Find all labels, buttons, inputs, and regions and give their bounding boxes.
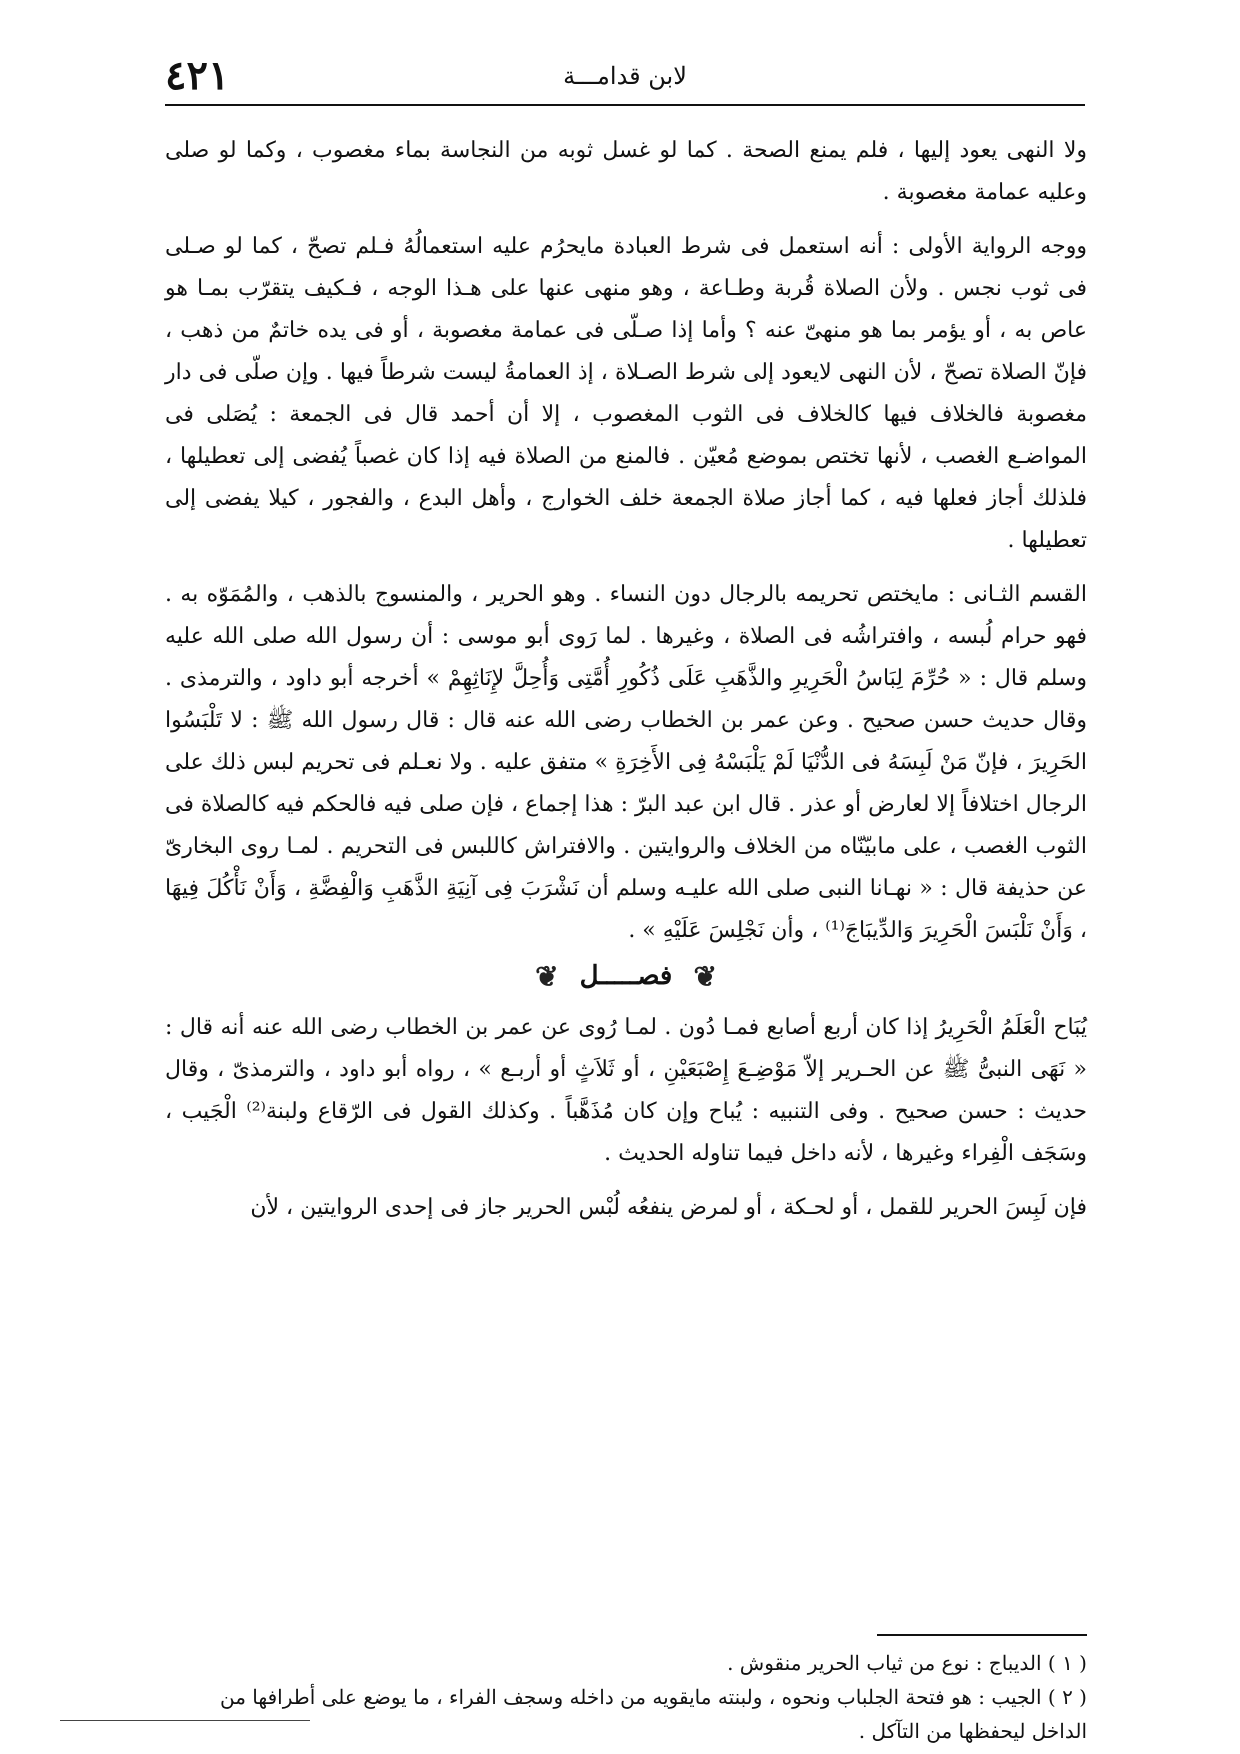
section-title: فصـــــل	[579, 961, 673, 991]
paragraph: ولا النهى يعود إليها ، فلم يمنع الصحة . كما لو غسل ثوبه من النجاسة بماء مغصوب ، وكما لو صلى وعليه عمامة مغصوبة .	[165, 138, 1087, 205]
footnote: ( ٢ ) الجيب : هو فتحة الجلباب ونحوه ، ولبنته مايقويه من داخله وسجف الفراء ، ما يوضع على أطرافها من الداخل ليحفظها من التآكل .	[220, 1685, 1087, 1743]
ornament-icon: ❦	[535, 960, 559, 993]
running-title: لابن قدامـــة	[563, 62, 687, 90]
bottom-rule	[60, 1720, 310, 1721]
paragraph: فإن لَبِسَ الحرير للقمل ، أو لحـكة ، أو لمرض ينفعُه لُبْس الحرير جاز فى إحدى الروايتين ، لأن	[250, 1195, 1087, 1220]
main-text	[165, 130, 1087, 1229]
footnote: ( ١ ) الديباج : نوع من ثياب الحرير منقوش .	[727, 1651, 1087, 1675]
footnote-divider	[877, 1634, 1087, 1636]
page-header	[165, 48, 1085, 106]
ornament-icon: ❦	[693, 960, 717, 993]
page-number: ٤٢١	[165, 52, 230, 99]
footnotes	[165, 1646, 1087, 1748]
paragraph: يُبَاح الْعَلَمُ الْحَرِيرُ إذا كان أربع أصابع فمـا دُون . لمـا رُوى عن عمر بن الخطاب رضى الله عنه أنه قال : « نَهَى النبىُّ ﷺ عن الحـرير إلاّ مَوْضِـعَ إِصْبَعَيْنِ ، أو ثَلاَثٍ أو أربـع » ، رواه أبو داود ، والترمذىّ ، وقال حديث : حسن صحيح . وفى التنبيه : يُباح وإن كان مُذَهَّباً . وكذلك القول فى الرّقاع ولبنة⁽²⁾ الْجَيب ، وسَجَف الْفِراء وغيرها ، لأنه داخل فيما تناوله الحديث .	[165, 1015, 1087, 1166]
section-heading	[165, 956, 1087, 997]
paragraph: القسم الثـانى : مايختص تحريمه بالرجال دون النساء . وهو الحرير ، والمنسوج بالذهب ، والمُمَوّه به . فهو حرام لُبسه ، وافتراشُه فى الصلاة ، وغيرها . لما رَوى أبو موسى : أن رسول الله صلى الله عليه وسلم قال : « حُرِّمَ لِبَاسُ الْحَرِيرِ والذَّهَبِ عَلَى ذُكُورِ أُمَّتِى وَأُحِلَّ لإِنَاثِهِمْ » أخرجه أبو داود ، والترمذى . وقال حديث حسن صحيح . وعن عمر بن الخطاب رضى الله عنه قال : قال رسول الله ﷺ : لا تَلْبَسُوا الحَرِيرَ ، فإنّ مَنْ لَبِسَهُ فى الدُّنْيَا لَمْ يَلْبَسْهُ فِى الأَخِرَةِ » متفق عليه . ولا نعـلم فى تحريم لبس ذلك على الرجال اختلافاً إلا لعارض أو عذر . قال ابن عبد البرّ : هذا إجماع ، فإن صلى فيه فالحكم فيه كالصلاة فى الثوب الغصب ، على مابيّنّاه من الخلاف والروايتين . والافتراش كاللبس فى التحريم . لمـا روى البخارىّ عن حذيفة قال : « نهـانا النبى صلى الله عليـه وسلم أن نَشْرَبَ فِى آنِيَةِ الذَّهَبِ وَالْفِضَّةِ ، وَأَنْ نَأْكُلَ فِيهَا ، وَأَنْ نَلْبَسَ الْحَرِيرَ وَالدِّيبَاجَ⁽¹⁾ ، وأن نَجْلِسَ عَلَيْهِ » .	[165, 582, 1087, 943]
paragraph: ووجه الرواية الأولى : أنه استعمل فى شرط العبادة مايحرُم عليه استعمالُهُ فـلم تصحّ ، كما لو صـلى فى ثوب نجس . ولأن الصلاة قُربة وطـاعة ، وهو منهى عنها على هـذا الوجه ، فـكيف يتقرّب بمـا هو عاص به ، أو يؤمر بما هو منهىّ عنه ؟ وأما إذا صـلّى فى عمامة مغصوبة ، أو فى يده خاتمٌ من ذهب ، فإنّ الصلاة تصحّ ، لأن النهى لايعود إلى شرط الصـلاة ، إذ العمامةُ ليست شرطاً فيها . وإن صلّى فى دار مغصوبة فالخلاف فيها كالخلاف فى الثوب المغصوب ، إلا أن أحمد قال فى الجمعة : يُصَلى فى المواضـع الغصب ، لأنها تختص بموضع مُعيّن . فالمنع من الصلاة فيه إذا كان غصباً يُفضى إلى تعطيلها ، فلذلك أجاز فعلها فيه ، كما أجاز صلاة الجمعة خلف الخوارج ، وأهل البدع ، والفجور ، كيلا يفضى إلى تعطيلها .	[165, 234, 1087, 553]
header-rule	[165, 104, 1085, 106]
